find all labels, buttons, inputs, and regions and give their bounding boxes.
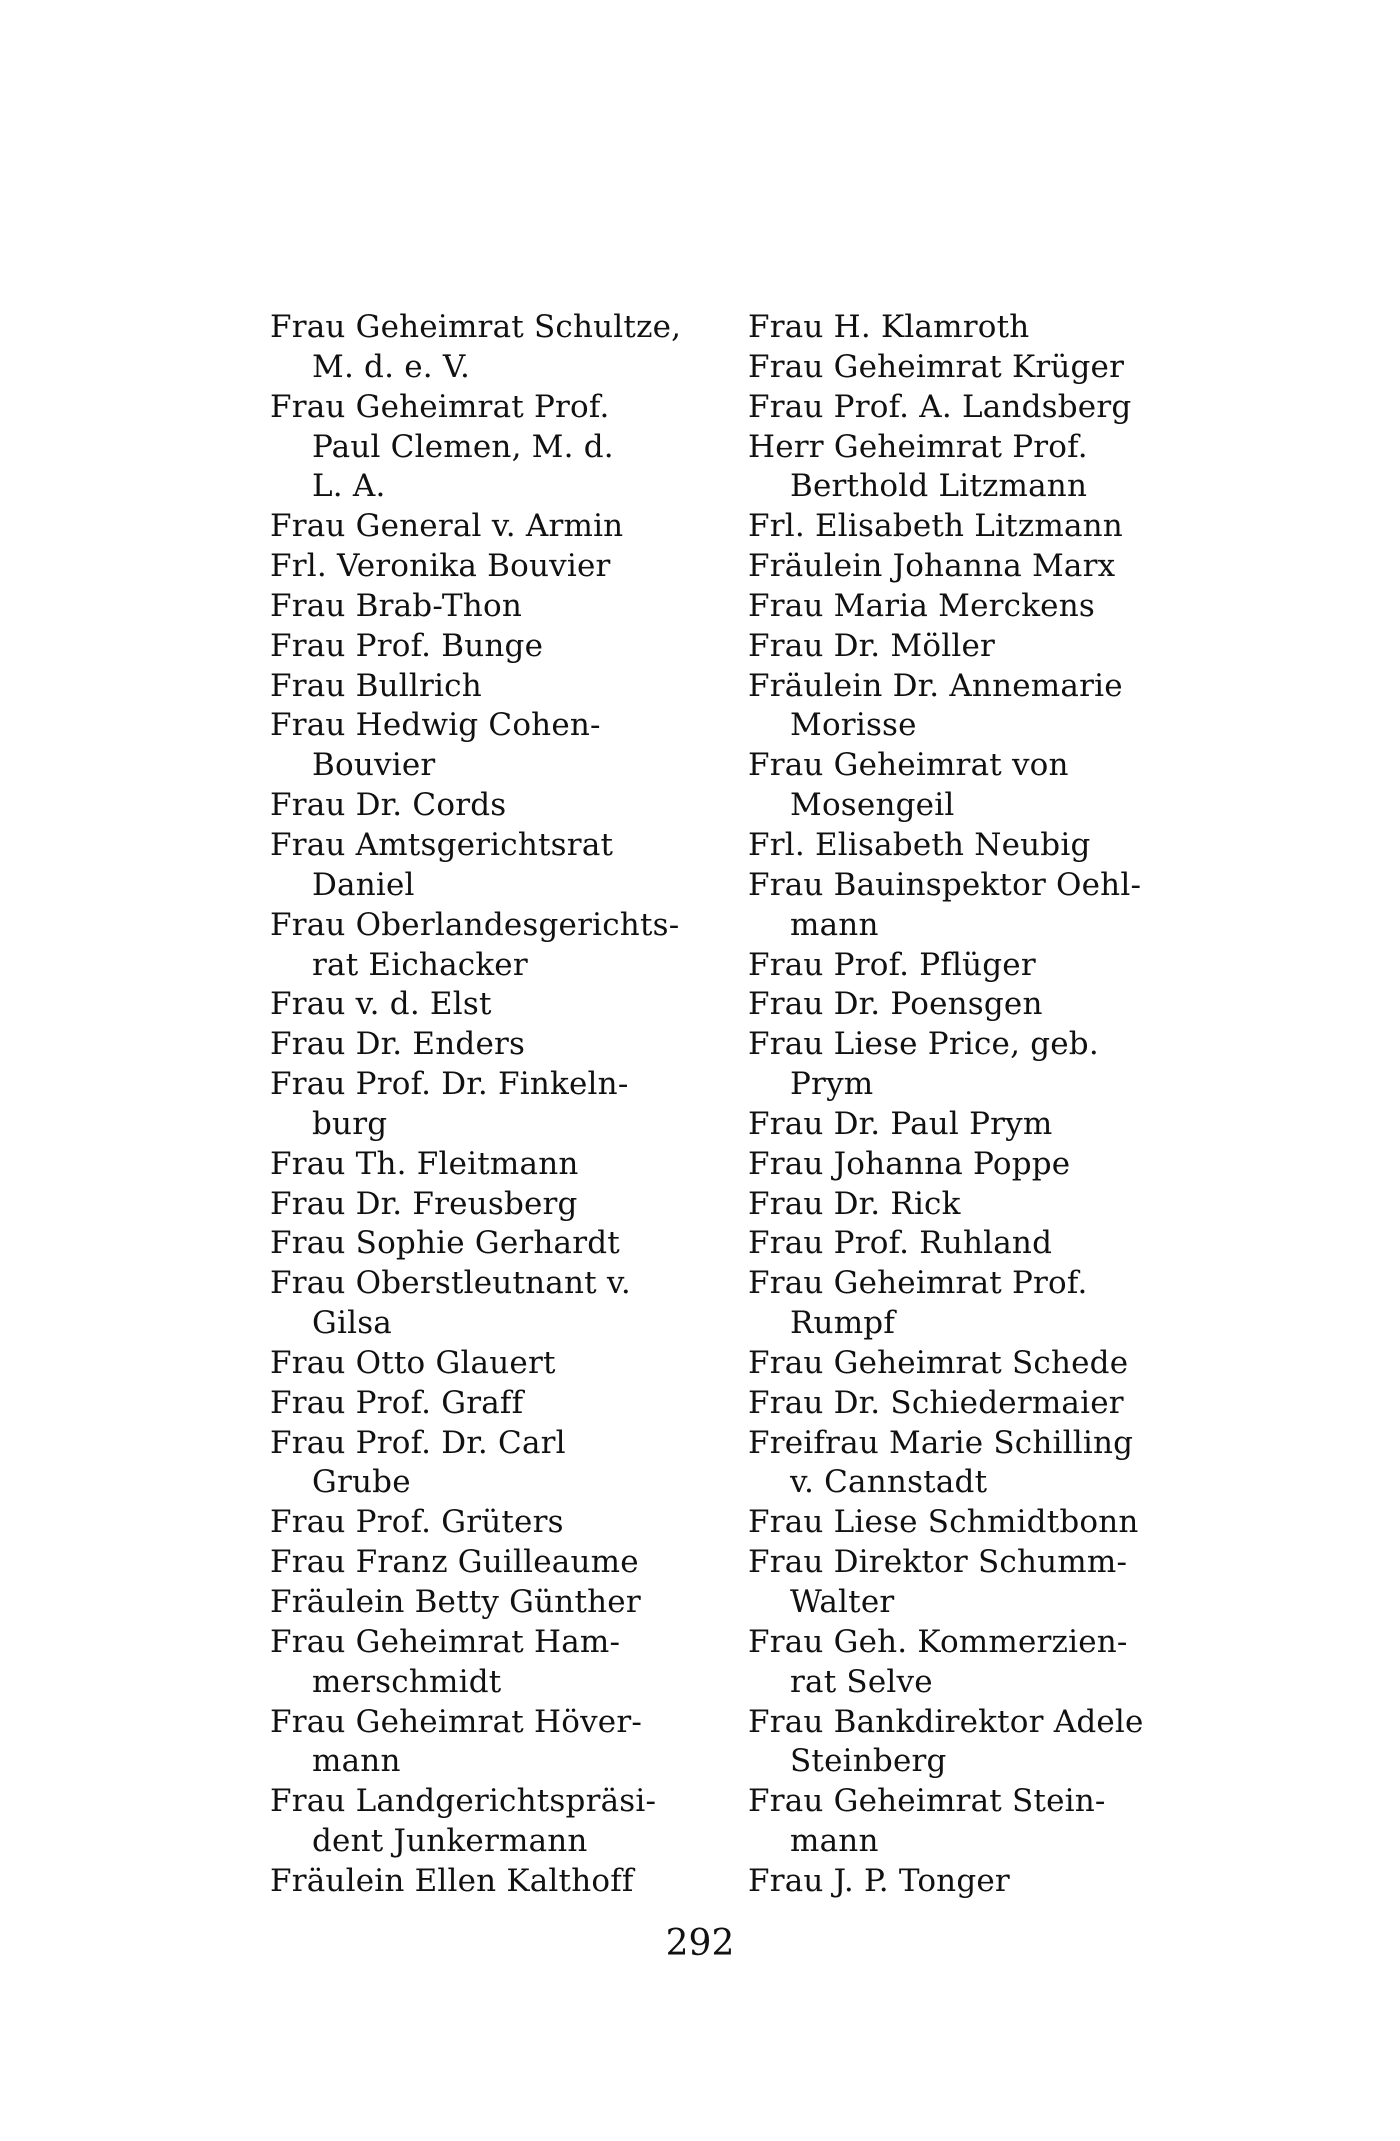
list-item-continuation: rat Selve (790, 1663, 933, 1700)
list-item: Frau Hedwig Cohen- (270, 707, 601, 744)
list-item: Frau Dr. Cords (270, 787, 507, 824)
list-item-continuation: Mosengeil (790, 787, 955, 824)
list-item-continuation: Bouvier (312, 747, 436, 784)
list-item-continuation: Paul Clemen, M. d. (312, 428, 614, 465)
list-item: Fräulein Dr. Annemarie (748, 667, 1123, 704)
list-item: Frau Brab-Thon (270, 587, 522, 624)
list-item-continuation: rat Eichacker (312, 946, 528, 983)
list-item: Frau Prof. Graff (270, 1384, 524, 1421)
list-item: Frau Johanna Poppe (748, 1145, 1071, 1182)
list-item: Frl. Elisabeth Neubig (748, 826, 1091, 863)
list-item: Herr Geheimrat Prof. (748, 428, 1088, 465)
list-item: Frau Prof. Ruhland (748, 1225, 1053, 1262)
list-item: Frau Landgerichtspräsi- (270, 1783, 657, 1820)
list-item: Frau Prof. Bunge (270, 627, 544, 664)
list-item-continuation: Morisse (790, 707, 917, 744)
list-item-continuation: M. d. e. V. (312, 348, 471, 385)
list-item-continuation: mann (312, 1743, 401, 1780)
list-item: Frau Geheimrat Ham- (270, 1623, 621, 1660)
list-item: Frau Bullrich (270, 667, 482, 704)
list-item: Frau Prof. A. Landsberg (748, 388, 1132, 425)
list-item: Frau Oberstleutnant v. (270, 1265, 631, 1302)
list-item: Frau Dr. Freusberg (270, 1185, 578, 1222)
list-item: Frau Dr. Schiedermaier (748, 1384, 1124, 1421)
list-item: Frau Geheimrat Prof. (748, 1265, 1088, 1302)
list-item: Frau Liese Price, geb. (748, 1026, 1099, 1063)
list-item: Frau Dr. Poensgen (748, 986, 1043, 1023)
list-item: Frau General v. Armin (270, 508, 624, 545)
list-item: Frau Geheimrat Schede (748, 1344, 1129, 1381)
list-item-continuation: Gilsa (312, 1305, 392, 1342)
list-item-continuation: L. A. (312, 468, 386, 505)
list-item-continuation: burg (312, 1105, 388, 1142)
list-item: Fräulein Johanna Marx (748, 548, 1116, 585)
list-item: Freifrau Marie Schilling (748, 1424, 1134, 1461)
list-item: Frau Geheimrat Höver- (270, 1703, 643, 1740)
list-item-continuation: dent Junkermann (312, 1823, 588, 1860)
list-item: Frau J. P. Tonger (748, 1862, 1010, 1899)
list-item: Frau Geheimrat Stein- (748, 1783, 1106, 1820)
list-item: Frau Geheimrat Krüger (748, 348, 1125, 385)
list-item: Frau Geheimrat von (748, 747, 1069, 784)
list-item: Frau Dr. Enders (270, 1026, 526, 1063)
list-item-continuation: Prym (790, 1066, 874, 1103)
list-item-continuation: Berthold Litzmann (790, 468, 1088, 505)
list-item: Fräulein Ellen Kalthoff (270, 1862, 634, 1899)
right-column-name-list (748, 308, 1184, 1902)
list-item-continuation: mann (790, 1823, 879, 1860)
list-item: Frau Maria Merckens (748, 587, 1095, 624)
left-column-name-list (270, 308, 700, 1902)
list-item: Frau Sophie Gerhardt (270, 1225, 620, 1262)
list-item: Fräulein Betty Günther (270, 1584, 641, 1620)
list-item: Frau Direktor Schumm- (748, 1544, 1128, 1581)
list-item: Frau Liese Schmidtbonn (748, 1504, 1139, 1541)
list-item: Frau Geheimrat Schultze, (270, 309, 682, 345)
list-item: Frau v. d. Elst (270, 986, 492, 1023)
list-item: Frau Amtsgerichtsrat (270, 826, 614, 863)
list-item: Frau Franz Guilleaume (270, 1544, 639, 1581)
list-item-continuation: Daniel (312, 866, 415, 903)
list-item-continuation: Rumpf (790, 1305, 896, 1342)
list-item-continuation: Steinberg (790, 1743, 947, 1780)
list-item-continuation: Walter (790, 1584, 895, 1620)
list-item-continuation: merschmidt (312, 1663, 502, 1700)
list-item: Frau Oberlandesgerichts- (270, 906, 680, 943)
list-item: Frau Dr. Paul Prym (748, 1105, 1053, 1142)
list-item: Frau Dr. Möller (748, 627, 996, 664)
list-item-continuation: Grube (312, 1464, 411, 1501)
list-item: Frau Prof. Dr. Carl (270, 1424, 566, 1461)
list-item: Frau Prof. Pflüger (748, 946, 1036, 983)
list-item: Frau Bauinspektor Oehl- (748, 866, 1142, 903)
list-item: Frl. Elisabeth Litzmann (748, 508, 1123, 545)
page-number: 292 (665, 1923, 735, 1964)
list-item: Frau Otto Glauert (270, 1344, 556, 1381)
list-item: Frau Dr. Rick (748, 1185, 961, 1222)
list-item: Frau Bankdirektor Adele (748, 1703, 1144, 1740)
list-item: Frau H. Klamroth (748, 309, 1030, 345)
list-item: Frau Geheimrat Prof. (270, 388, 610, 425)
list-item-continuation: v. Cannstadt (790, 1464, 988, 1501)
list-item: Frau Th. Fleitmann (270, 1145, 579, 1182)
list-item: Frau Prof. Grüters (270, 1504, 564, 1541)
list-item: Frl. Veronika Bouvier (270, 548, 611, 585)
list-item: Frau Geh. Kommerzien- (748, 1623, 1128, 1660)
list-item: Frau Prof. Dr. Finkeln- (270, 1066, 629, 1103)
list-item-continuation: mann (790, 906, 879, 943)
